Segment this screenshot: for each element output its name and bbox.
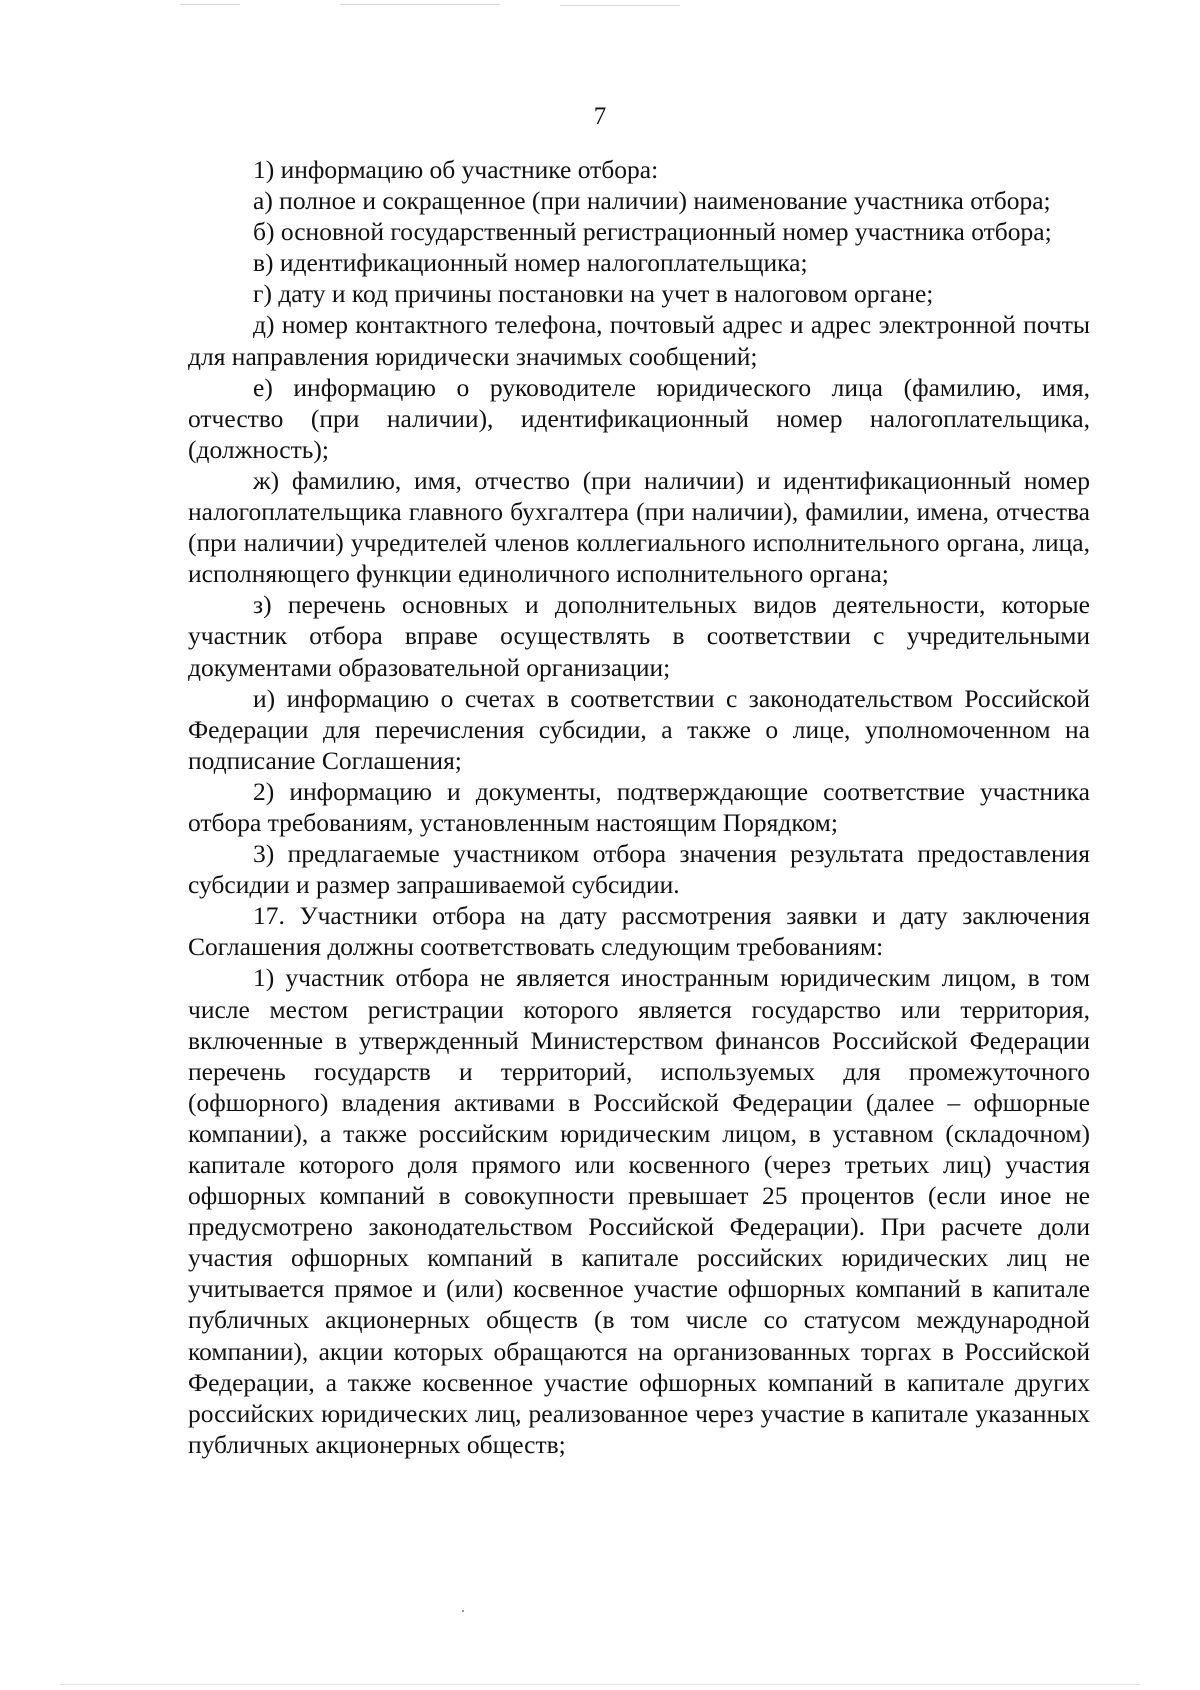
paragraph-item-e: е) информацию о руководителе юридического лица (фамилию, имя, отчество (при наличии), идентификационный номер налогоплательщика, (должность); [188,372,1090,464]
paragraph-item-g: г) дату и код причины постановки на учет в налоговом органе; [253,279,934,309]
paragraph-item-b: б) основной государственный регистрационный номер участника отбора; [253,217,1052,247]
paragraph-item-i: и) информацию о счетах в соответствии с законодательством Российской Федерации для перечисления субсидии, а также о лице, уполномоченном на подписание Соглашения; [188,683,1090,775]
page-number: 7 [593,103,607,130]
scan-artifact [560,5,680,6]
paragraph-requirement-1: 1) участник отбора не является иностранным юридическим лицом, в том числе местом регистрации которого является государство или территория, включенные в утвержденный Министерством финансов Российской Федерации перечень государств и территорий, используемых для промежуточного (офшорного) владения активами в Российской Федерации (далее – офшорные компании), а также российским юридическим лицом, в уставном (складочном) капитале которого доля прямого или косвенного (через третьих лиц) участия офшорных компаний в совокупности превышает 25 процентов (если иное не предусмотрено законодательством Российской Федерации). При расчете доли участия офшорных компаний в капитале российских юридических лиц не учитывается прямое и (или) косвенное участие офшорных компаний в капитале публичных акционерных обществ (в том числе со статусом международной компании), акции которых обращаются на организованных торгах в Российской Федерации, а также косвенное участие офшорных компаний в капитале других российских юридических лиц, реализованное через участие в капитале указанных публичных акционерных обществ; [188,963,1090,1459]
paragraph-item-z: з) перечень основных и дополнительных видов деятельности, которые участник отбора вправе осуществлять в соответствии с учредительными документами образовательной организации; [188,590,1090,682]
paragraph-item-a: а) полное и сокращенное (при наличии) наименование участника отбора; [253,186,1051,216]
paragraph-item-v: в) идентификационный номер налогоплательщика; [253,248,808,278]
scan-artifact [60,1684,1140,1685]
paragraph-item-d: д) номер контактного телефона, почтовый адрес и адрес электронной почты для направления юридически значимых сообщений; [188,310,1090,371]
paragraph-section-17: 17. Участники отбора на дату рассмотрения заявки и дату заключения Соглашения должны соответствовать следующим требованиям: [188,901,1090,962]
paragraph-documents: 2) информацию и документы, подтверждающие соответствие участника отбора требованиям, установленным настоящим Порядком; [188,776,1090,837]
paragraph-participant-info: 1) информацию об участнике отбора: [253,155,659,184]
scan-artifact [340,4,500,5]
paragraph-item-zh: ж) фамилию, имя, отчество (при наличии) и идентификационный номер налогоплательщика главного бухгалтера (при наличии), фамилии, имена, отчества (при наличии) учредителей членов коллегиального исполнительного органа, лица, исполняющего функции единоличного исполнительного органа; [188,465,1090,589]
paragraph-result-values: 3) предлагаемые участником отбора значения результата предоставления субсидии и размер запрашиваемой субсидии. [188,839,1090,900]
document-body [188,154,1090,1460]
scan-artifact [180,4,240,5]
scan-artifact [462,1610,464,1612]
